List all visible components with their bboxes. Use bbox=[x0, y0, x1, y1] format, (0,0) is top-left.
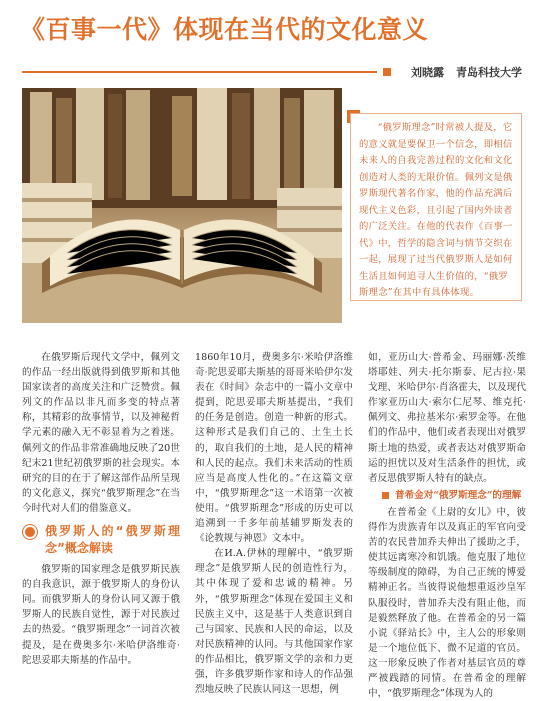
paragraph: 在俄罗斯后现代文学中，佩列文的作品一经出版就得到俄罗斯和其他国家读者的高度关注和广泛赞赏。佩列文的作品以非凡而多变的特点著称，其精彩的故事情节，以及神秘哲学元素的融入无不彰显着为之着迷。佩列文的作品非常准确地反映了20世纪末21世纪初俄罗斯的社会现实。本研究的目的在于了解这部作品所呈现的文化意义，探究“俄罗斯理念”在当今时代对人们的借鉴意义。 bbox=[22, 352, 180, 514]
open-book-illustration bbox=[22, 88, 342, 323]
text-column-1 bbox=[22, 350, 180, 668]
byline-square-icon bbox=[383, 68, 391, 76]
orange-circle-bullet-icon bbox=[25, 527, 35, 537]
paragraph: 如，亚历山大·普希金、玛丽娜·茨维塔耶娃、列夫·托尔斯泰、尼古拉·果戈理、米哈伊尔·肖洛霍夫，以及现代作家亚历山大·索尔仁尼琴、维克托·佩列文、弗拉基米尔·索罗金等。在他们的作品中，他们或者表现出对俄罗斯土地的热爱，或者表达对俄罗斯命运的担忧以及对生活条件的担忧，或者反思俄罗斯人特有的缺点。 bbox=[368, 352, 526, 484]
section-heading-text: 俄罗斯人的“俄罗斯理念”概念解读 bbox=[45, 524, 180, 556]
paragraph: 俄罗斯的国家理念是俄罗斯民族的自我意识，源于俄罗斯人的身份认同。而俄罗斯人的身份认同又源于俄罗斯人的民族自觉性，源于对民族过去的热爱。“俄罗斯理念”一词首次被提及，是在费奥多尔·米哈伊洛维奇·陀思妥耶夫斯基的作品中。 bbox=[22, 564, 180, 666]
pull-quote-text: “俄罗斯理念”时常被人提及，它的意义就是要保卫一个信念，即相信未来人的自我完善过程的文化和文化创造对人类的无限价值。佩列文是俄罗斯现代著名作家，他的作品充满后现代主义色彩，且引起了国内外读者的广泛关注。在他的代表作《百事一代》中，哲学的隐含词与情节交织在一起，展现了过当代俄罗斯人是如何生活且如何追寻人生价值的，“俄罗斯理念”在其中有具体体现。 bbox=[359, 122, 513, 298]
section-heading bbox=[22, 523, 180, 557]
text-column-2 bbox=[195, 350, 353, 697]
byline-rule bbox=[22, 71, 377, 73]
text-column-3 bbox=[368, 350, 526, 701]
pull-quote-box bbox=[350, 113, 522, 301]
subsection-heading bbox=[368, 488, 526, 503]
author-name: 刘晓露 bbox=[411, 66, 444, 79]
byline bbox=[22, 64, 522, 80]
paragraph: 在普希金《上尉的女儿》中，彼得作为贵族青年以及真正的军官向受苦的农民普加乔夫伸出了援助之手，使其远离寒冷和饥饿。他克服了地位等级制度的障碍，为自己正统的博爱精神正名。当彼得说他想重返沙皇军队服役时，普加乔夫没有阻止他，而是毅然释放了他。在普希金的另一篇小说《驿站长》中，主人公的形象则是一个地位低下、微不足道的官员。这一形象反映了作者对基层官员的尊严被践踏的同情。在普希金的理解中，“俄罗斯理念”体现为人的 bbox=[368, 506, 526, 700]
paragraph: 在И.А.伊林的理解中，“俄罗斯理念”是俄罗斯人民的创造性行为，其中体现了爱和忠诚的精神。另外，“俄罗斯理念”体现在爱国主义和民族主义中，这是基于人类意识到自己与国家、民族和人民的命运，以及对民族精神的认同。与其他国家作家的作品相比，俄罗斯文学的亲和力更强，许多俄罗斯作家和诗人的作品强烈地反映了民族认同这一思想，例 bbox=[195, 548, 353, 696]
orange-square-icon bbox=[382, 492, 389, 499]
open-book-photo bbox=[22, 88, 342, 323]
byline-text bbox=[399, 64, 522, 80]
article-title: 《百事一代》体现在当代的文化意义 bbox=[20, 15, 429, 44]
author-affiliation: 青岛科技大学 bbox=[456, 66, 522, 79]
quote-corner-mark bbox=[347, 110, 360, 123]
paragraph: 1860年10月，费奥多尔·米哈伊洛维奇·陀思妥耶夫斯基的哥哥米哈伊尔发表在《时间》杂志中的一篇小文章中提到，陀思妥耶夫斯基提出，“我们的任务是创造。创造一种新的形式。这种形式是我们自己的、土生土长的，取自我们的土地，是人民的精神和人民的起点。我们未来活动的性质应当是高度人性化的。”在这篇文章中，“俄罗斯理念”这一术语第一次被使用。“俄罗斯理念”形成的历史可以追溯到一千多年前基辅罗斯发表的《论教规与神恩》文本中。 bbox=[195, 352, 353, 545]
subsection-heading-text: 普希金对“俄罗斯理念”的理解 bbox=[395, 489, 522, 501]
